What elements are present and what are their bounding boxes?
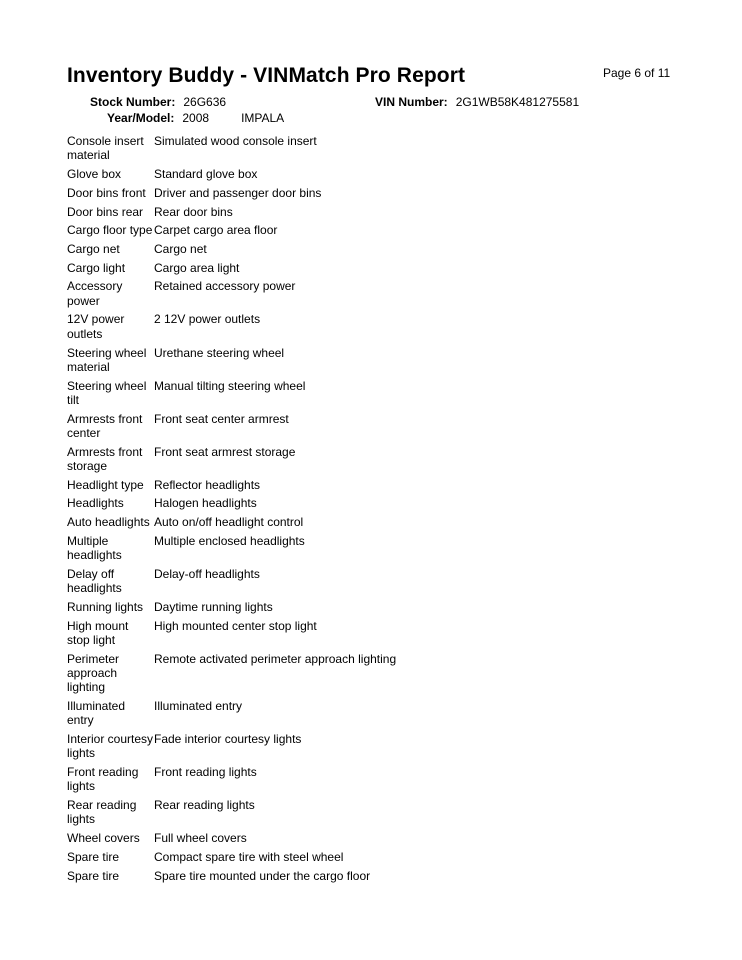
spec-row [67,797,567,830]
spec-row [67,411,567,444]
spec-value: Front reading lights [154,765,257,780]
spec-row [67,868,567,887]
spec-label: Spare tire [67,849,120,864]
spec-label: Rear reading lights [67,798,137,827]
spec-label: Headlights [67,496,124,511]
spec-label: Armrests front storage [67,444,143,473]
spec-label: 12V power outlets [67,312,125,341]
spec-label: Steering wheel tilt [67,378,147,407]
spec-value: Carpet cargo area floor [154,223,278,238]
vin-number-field [375,95,579,109]
page-number: Page 6 of 11 [603,66,671,80]
spec-row [67,185,567,204]
spec-label: Door bins front [67,185,146,200]
spec-table [67,133,567,886]
spec-value: Standard glove box [154,167,258,182]
spec-label: Front reading lights [67,765,139,794]
spec-label: Cargo light [67,260,126,275]
spec-label: Armrests front center [67,411,143,440]
spec-row [67,222,567,241]
spec-value: Manual tilting steering wheel [154,378,306,393]
spec-value: Driver and passenger door bins [154,185,322,200]
model-value: IMPALA [241,111,285,125]
vin-number-value: 2G1WB58K481275581 [455,95,580,109]
spec-label: Perimeter approach lighting [67,651,120,695]
report-title: Inventory Buddy - VINMatch Pro Report [67,64,466,87]
spec-row [67,204,567,223]
spec-label: Headlight type [67,477,144,492]
spec-value: 2 12V power outlets [154,312,261,327]
spec-value: Rear door bins [154,204,233,219]
spec-value: Fade interior courtesy lights [154,732,302,747]
spec-row [67,514,567,533]
spec-value: Cargo area light [154,260,240,275]
spec-row [67,278,567,311]
spec-row [67,651,567,698]
spec-label: Door bins rear [67,204,144,219]
spec-row [67,477,567,496]
spec-value: Daytime running lights [154,599,273,614]
spec-label: Auto headlights [67,515,150,530]
spec-value: Rear reading lights [154,798,255,813]
spec-row [67,618,567,651]
spec-row [67,133,567,166]
spec-label: Spare tire [67,868,120,883]
spec-label: Steering wheel material [67,345,147,374]
spec-row [67,166,567,185]
spec-label: Cargo floor type [67,223,153,238]
spec-value: Illuminated entry [154,698,243,713]
spec-row [67,849,567,868]
spec-label: Multiple headlights [67,533,122,563]
spec-row [67,444,567,477]
spec-value: Auto on/off headlight control [154,515,304,530]
spec-row [67,311,567,344]
spec-value: Cargo net [154,241,207,256]
spec-label: Glove box [67,167,122,182]
spec-value: Front seat center armrest [154,411,289,426]
spec-label: Accessory power [67,279,123,308]
spec-value: Urethane steering wheel [154,345,285,360]
spec-value: High mounted center stop light [154,618,317,633]
spec-row [67,345,567,378]
stock-number-field [90,95,226,109]
spec-row [67,599,567,618]
spec-label: Illuminated entry [67,698,126,728]
spec-value: Simulated wood console insert [154,134,317,148]
spec-row [67,764,567,797]
spec-row [67,566,567,599]
year-value: 2008 [182,111,210,125]
year-model-label: Year/Model: [107,111,175,125]
spec-label: Running lights [67,599,144,614]
vin-number-label: VIN Number: [375,95,448,109]
spec-row [67,495,567,514]
spec-label: Wheel covers [67,831,140,846]
spec-label: Console insert material [67,134,144,163]
spec-row [67,241,567,260]
spec-value: Halogen headlights [154,496,257,511]
spec-value: Spare tire mounted under the cargo floor [154,868,371,883]
spec-value: Reflector headlights [154,477,261,492]
spec-value: Retained accessory power [154,279,296,294]
spec-row [67,698,567,731]
spec-value: Multiple enclosed headlights [154,533,305,548]
spec-label: Delay off headlights [67,566,122,596]
spec-row [67,830,567,849]
spec-label: Cargo net [67,241,120,256]
spec-value: Full wheel covers [154,831,247,846]
spec-value: Remote activated perimeter approach lighting [154,651,397,666]
stock-number-label: Stock Number: [90,95,176,109]
spec-row [67,378,567,411]
spec-label: Interior courtesy lights [67,732,154,761]
spec-row [67,731,567,764]
spec-value: Compact spare tire with steel wheel [154,849,344,864]
spec-label: High mount stop light [67,618,129,647]
spec-value: Delay-off headlights [154,566,260,581]
spec-row [67,260,567,279]
spec-value: Front seat armrest storage [154,444,296,459]
stock-number-value: 26G636 [183,95,227,109]
spec-row [67,533,567,566]
year-model-field [107,111,284,125]
